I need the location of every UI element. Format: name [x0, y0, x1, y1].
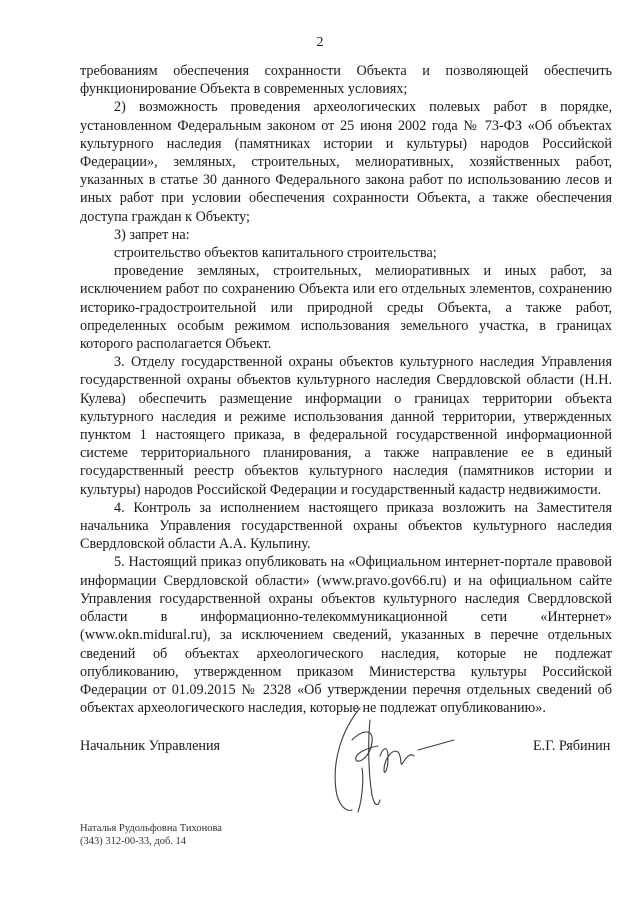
paragraph: 4. Контроль за исполнением настоящего приказа возложить на Заместителя начальника Управления государственной охраны объектов культурного наследия Свердловской области А.А. Кульпину. [80, 499, 612, 553]
paragraph: 3. Отделу государственной охраны объектов культурного наследия Управления государственной охраны объектов культурного наследия Свердловской области (Н.Н. Кулева) обеспечить размещение информации о границах территории объекта культурного наследия и режиме использования данной территории, утвержденных пунктом 1 настоящего приказа, в федеральной государственной информационной системе территориального планирования, а также направление ее в единый государственный реестр объектов культурного наследия (памятников истории и культуры) народов Российской Федерации и государственный кадастр недвижимости. [80, 354, 612, 498]
paragraph: строительство объектов капитального строительства; [114, 245, 437, 262]
contact-name: Наталья Рудольфовна Тихонова [80, 823, 222, 834]
paragraph: 3) запрет на: [114, 226, 190, 243]
contact-phone: (343) 312-00-33, доб. 14 [80, 836, 187, 847]
document-body [80, 62, 612, 717]
paragraph: требованиям обеспечения сохранности Объекта и позволяющей обеспечить функционирование Объекта в современных условиях; [80, 63, 612, 98]
page-number: 2 [316, 35, 324, 50]
paragraph: 5. Настоящий приказ опубликовать на «Официальном интернет-портале правовой информации Свердловской области» (www.pravo.gov66.ru) и на официальном сайте Управления государственной охраны объектов культурного наследия Свердловской области в информационно-телекоммуникационной сети «Интернет» (www.okn.midural.ru), за исключением сведений, указанных в перечне отдельных сведений об объектах археологического наследия, которые не подлежат опубликованию, утвержденном приказом Министерства культуры Российской Федерации от 01.09.2015 № 2328 «Об утверждении перечня отдельных сведений об объектах археологического наследия, которые не подлежат опубликованию». [80, 554, 612, 717]
contact-info [80, 822, 222, 848]
paragraph: 2) возможность проведения археологических полевых работ в порядке, установленном Федеральным законом от 25 июня 2002 года № 73-ФЗ «Об объектах культурного наследия (памятниках истории и культуры) народов Российской Федерации», земляных, строительных, мелиоративных, хозяйственных работ, указанных в статье 30 данного Федерального закона работ по использованию лесов и иных работ при условии обеспечения сохранности Объекта, а также обеспечения доступа граждан к Объекту; [80, 99, 612, 225]
signatory-title: Начальник Управления [80, 738, 221, 754]
handwritten-signature [322, 700, 462, 820]
paragraph: проведение земляных, строительных, мелиоративных и иных работ, за исключением работ по сохранению Объекта или его отдельных элементов, сохранению историко-градостроительной или природной среды Объекта, а также работ, определенных особым режимом использования земельного участка, в границах которого располагается Объект. [80, 263, 612, 353]
signatory-name: Е.Г. Рябинин [533, 738, 611, 754]
